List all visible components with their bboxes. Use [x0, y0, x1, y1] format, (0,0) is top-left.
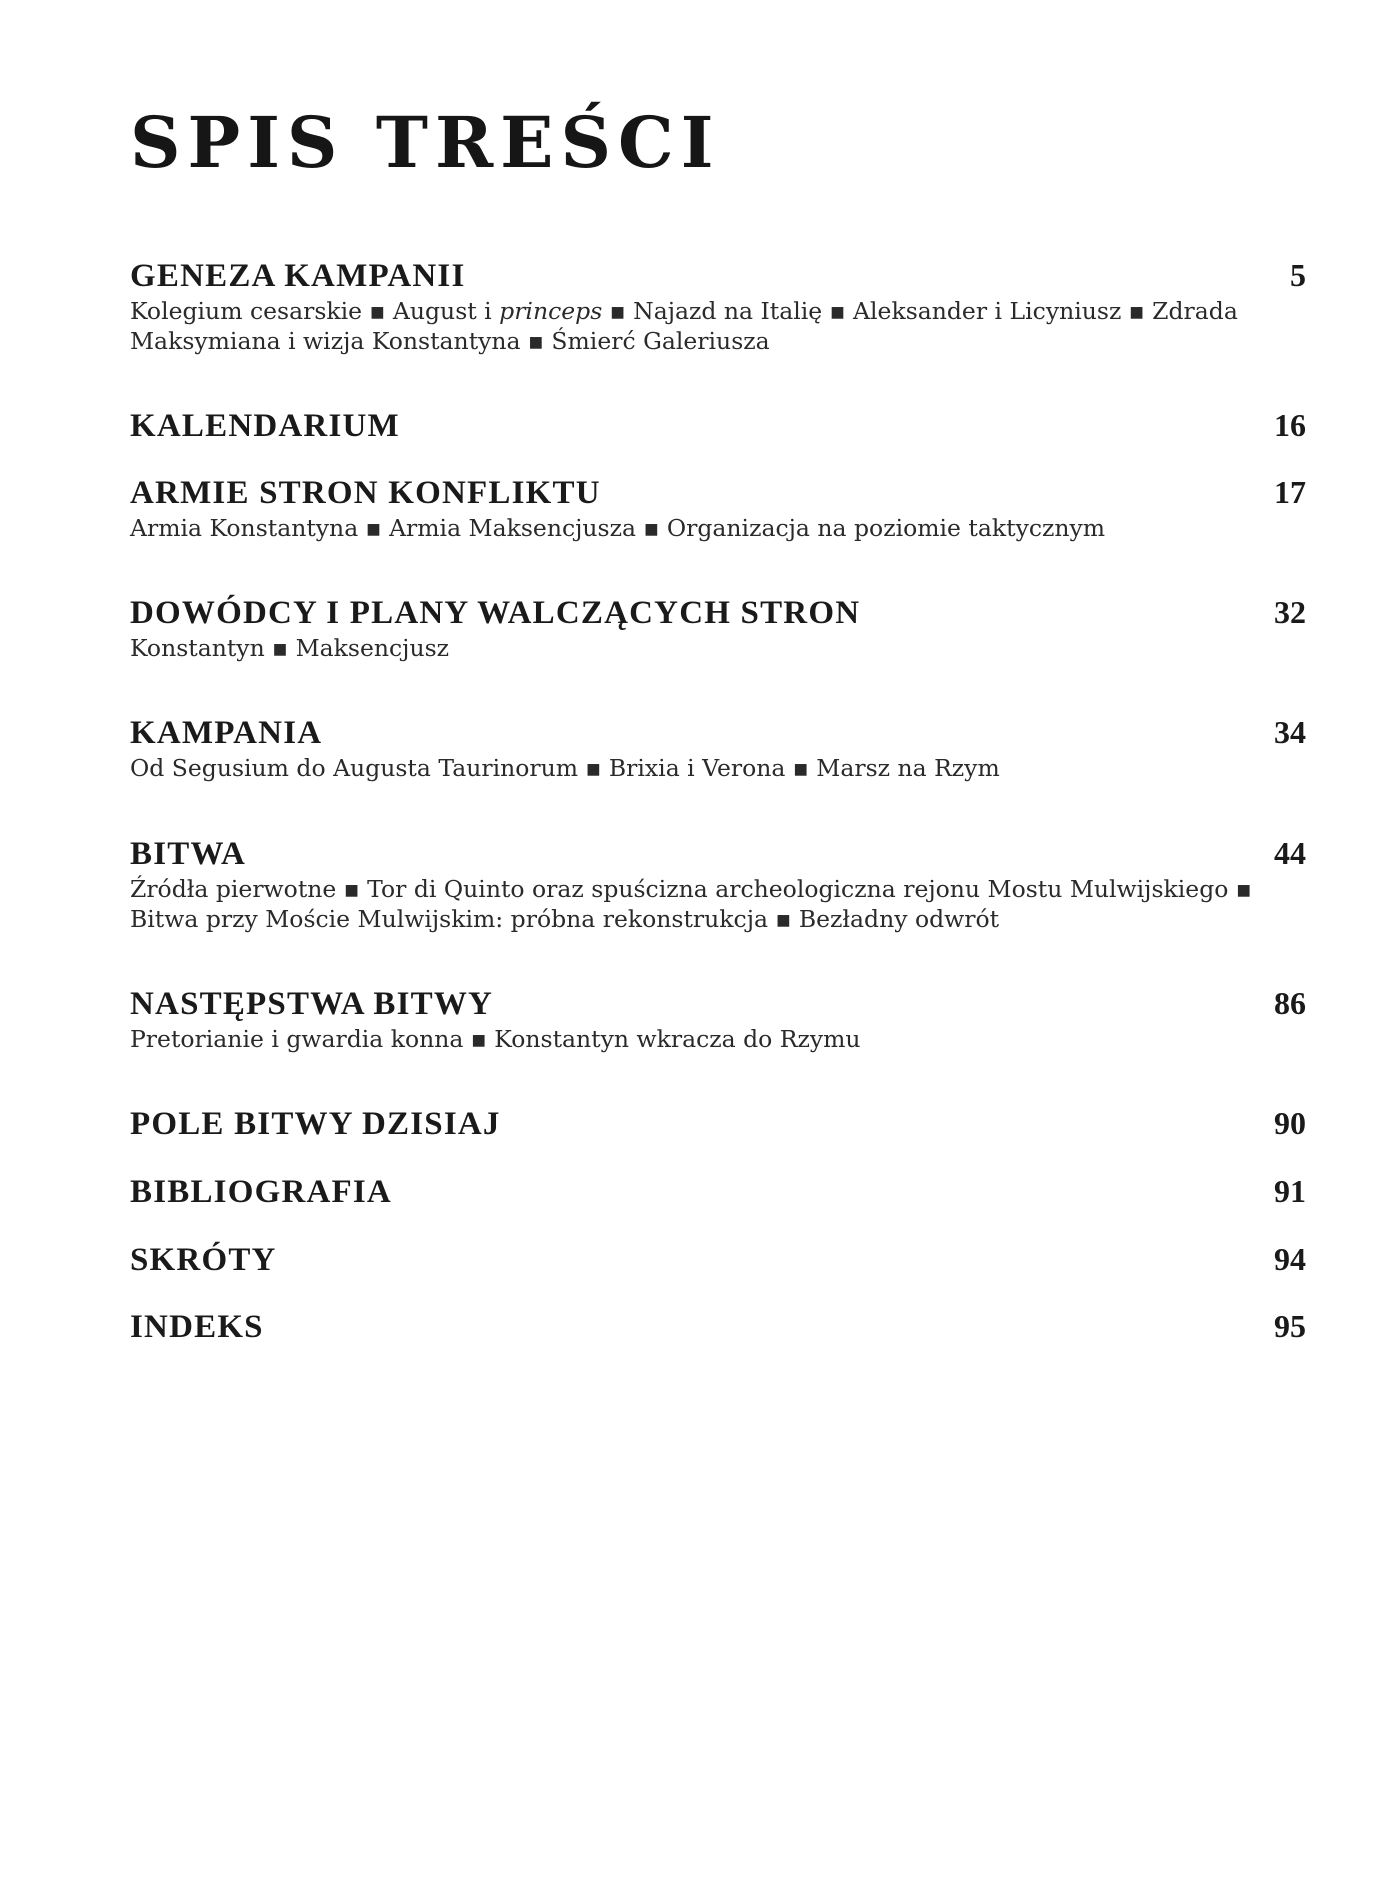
toc-entry-row	[130, 833, 1306, 874]
toc-entry-title: NASTĘPSTWA BITWY	[130, 986, 494, 1022]
toc-entry-kalendarium[interactable]	[130, 405, 1306, 446]
toc-entry-row	[130, 405, 1306, 446]
toc-entry-title: GENEZA KAMPANII	[130, 258, 466, 294]
toc-entry-bibliografia[interactable]	[130, 1171, 1306, 1212]
toc-entry-row	[130, 1239, 1306, 1280]
toc-entry-page-number: 16	[1274, 407, 1306, 443]
toc-entry-row	[130, 255, 1306, 296]
toc-entry-subtopics: Armia Konstantyna ▪ Armia Maksencjusza ▪ Organizacja na poziomie taktycznym	[130, 514, 1106, 542]
toc-entry-row	[130, 1103, 1306, 1144]
toc-entry-subtopics: Konstantyn ▪ Maksencjusz	[130, 634, 450, 662]
toc-entry-row	[130, 983, 1306, 1024]
toc-entry-skroty[interactable]	[130, 1239, 1306, 1280]
toc-entry-row	[130, 472, 1306, 513]
toc-entry-page-number: 17	[1274, 474, 1306, 510]
toc-entry-subtopics: Od Segusium do Augusta Taurinorum ▪ Brixia i Verona ▪ Marsz na Rzym	[130, 754, 1000, 782]
toc-entry-subtopics-italic: princeps	[499, 297, 603, 325]
toc-entry-page-number: 90	[1274, 1105, 1306, 1141]
toc-entry-page-number: 5	[1290, 257, 1306, 293]
toc-entry-row	[130, 592, 1306, 633]
toc-entry-nastepstwa-bitwy[interactable]	[130, 983, 1306, 1054]
toc-entry-title: INDEKS	[130, 1309, 264, 1345]
toc-entry-kampania[interactable]	[130, 712, 1306, 783]
toc-entry-row	[130, 712, 1306, 753]
toc-entry-title: POLE BITWY DZISIAJ	[130, 1106, 501, 1142]
toc-entry-title: BIBLIOGRAFIA	[130, 1174, 392, 1210]
toc-entry-subtopics-text: ▪ Najazd na Italię ▪ Aleksander i Licyniusz ▪ Zdrada Maksymiana i wizja Konstantyna ▪ Śmierć Galeriusza	[130, 297, 1238, 355]
toc-entry-title: SKRÓTY	[130, 1242, 277, 1278]
toc-entry-title: KAMPANIA	[130, 715, 323, 751]
toc-entry-title: DOWÓDCY I PLANY WALCZĄCYCH STRON	[130, 595, 861, 631]
toc-entry-page-number: 34	[1274, 714, 1306, 750]
page-title: SPIS TREŚCI	[130, 101, 721, 184]
toc-entry-subtopics-text: Kolegium cesarskie ▪ August i	[130, 297, 500, 325]
toc-entry-row	[130, 1171, 1306, 1212]
toc-entry-page-number: 86	[1274, 985, 1306, 1021]
toc-entry-subtopics: Pretorianie i gwardia konna ▪ Konstantyn wkracza do Rzymu	[130, 1025, 861, 1053]
toc-entry-title: ARMIE STRON KONFLIKTU	[130, 475, 601, 511]
toc-entry-page-number: 94	[1274, 1241, 1306, 1277]
toc-entry-subtopics: Źródła pierwotne ▪ Tor di Quinto oraz spuścizna archeologiczna rejonu Mostu Mulwijskiego ▪ Bitwa przy Moście Mulwijskim: próbna rekonstrukcja ▪ Bezładny odwrót	[130, 875, 1252, 933]
toc-entry-title: BITWA	[130, 836, 247, 872]
toc-entry-geneza-kampanii[interactable]	[130, 255, 1306, 356]
toc-entry-row	[130, 1306, 1306, 1347]
toc-entry-page-number: 32	[1274, 594, 1306, 630]
toc-entry-pole-bitwy-dzisiaj[interactable]	[130, 1103, 1306, 1144]
toc-entry-title: KALENDARIUM	[130, 408, 400, 444]
toc-entry-page-number: 95	[1274, 1308, 1306, 1344]
toc-entry-bitwa[interactable]	[130, 833, 1306, 934]
toc-entry-dowodcy-i-plany[interactable]	[130, 592, 1306, 663]
toc-entry-subtopics	[130, 296, 1270, 356]
toc-entry-page-number: 44	[1274, 835, 1306, 871]
toc-entry-armie-stron-konfliktu[interactable]	[130, 472, 1306, 543]
toc-entry-page-number: 91	[1274, 1173, 1306, 1209]
toc-entry-indeks[interactable]	[130, 1306, 1306, 1347]
